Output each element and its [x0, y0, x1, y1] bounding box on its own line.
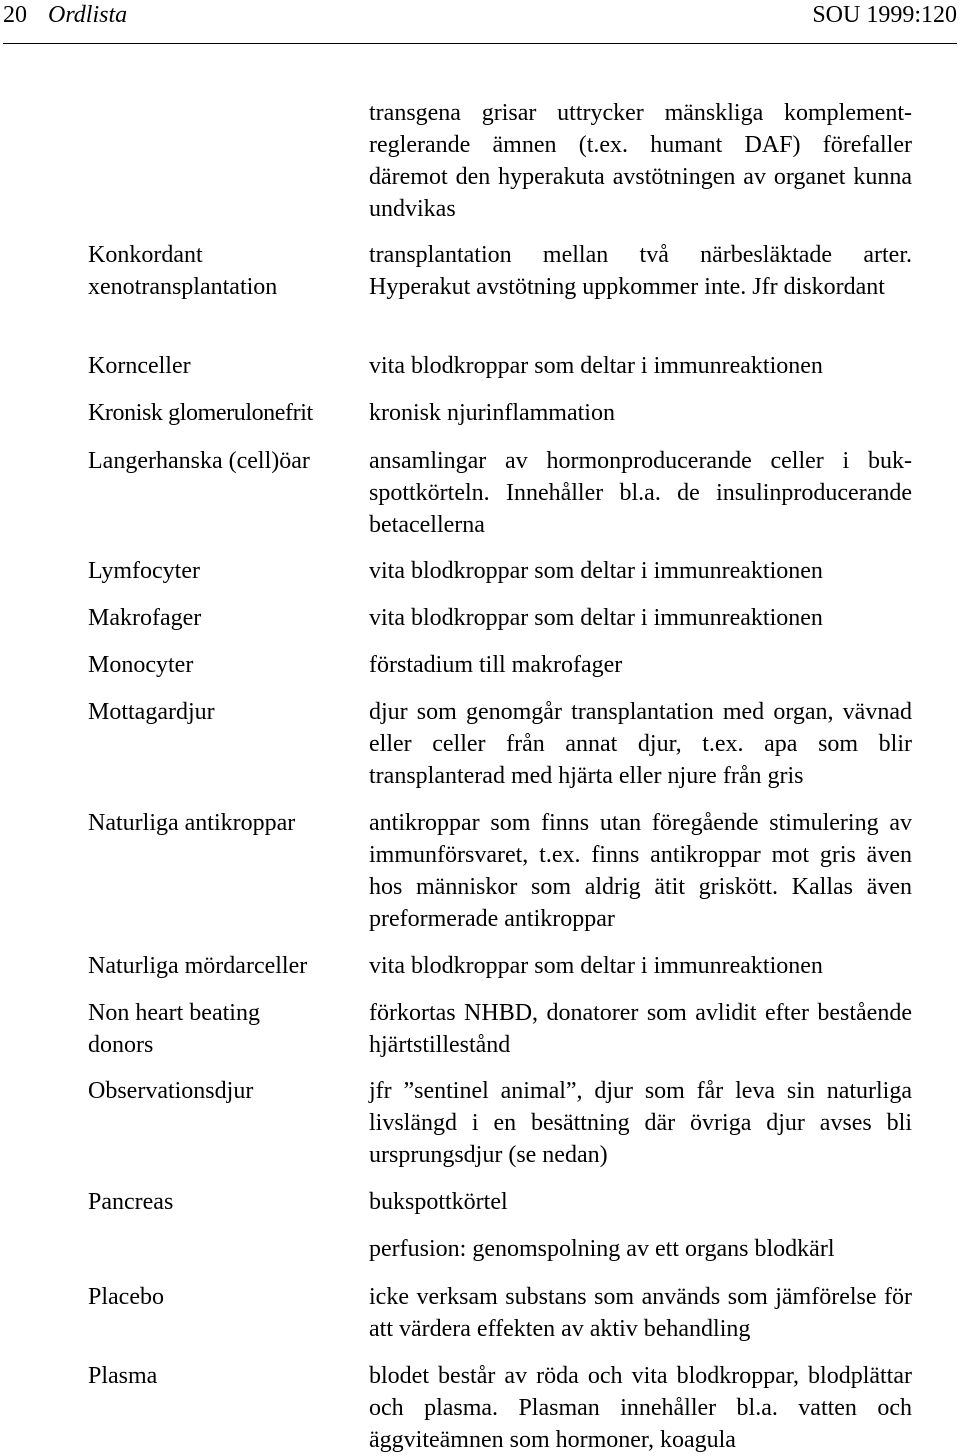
glossary-term: Kronisk glomerulonefrit [88, 400, 313, 426]
glossary-definition: förkortas NHBD, donatorer som avlidit efter bestående hjärtstillestånd [369, 1000, 912, 1058]
glossary-term: Lymfocyter [88, 558, 200, 584]
glossary-term: Plasma [88, 1363, 158, 1389]
glossary-definition: antikroppar som finns utan föregående stimulering av immunförsvaret, t.ex. finns antikroppar mot gris även hos människor som aldrig ätit griskött. Kallas även preformerade antikroppar [369, 810, 912, 932]
glossary-term: Langerhanska (cell)öar [88, 448, 310, 474]
glossary-definition: vita blodkroppar som deltar i immunreaktionen [369, 353, 823, 379]
glossary-term: Mottagardjur [88, 699, 215, 725]
glossary-definition: ansamlingar av hormonproducerande celler i bukspottkörteln. Innehåller bl.a. de insulinproducerande betacellerna [369, 448, 912, 538]
header-rule [3, 43, 957, 44]
glossary-definition: vita blodkroppar som deltar i immunreaktionen [369, 558, 823, 584]
glossary-definition: transplantation mellan två närbesläktade arter. Hyperakut avstötning uppkommer inte. Jfr diskordant [369, 242, 912, 300]
glossary-term: Placebo [88, 1284, 164, 1310]
glossary-term: Non heart beating donors [88, 1000, 260, 1058]
glossary-definition: jfr ”sentinel animal”, djur som får leva sin naturliga livslängd i en besättning där övriga djur avses bli ursprungsdjur (se nedan) [369, 1078, 912, 1168]
glossary-term: Kornceller [88, 353, 191, 379]
glossary-definition: förstadium till makrofager [369, 652, 623, 678]
page-header [3, 0, 957, 32]
section-title: Ordlista [48, 2, 128, 28]
continuation-definition: transgena grisar uttrycker mänskliga komplementreglerande ämnen (t.ex. humant DAF) förefaller däremot den hyperakuta avstötningen av organet kunna undvikas [369, 100, 912, 222]
glossary-definition: djur som genomgår transplantation med organ, vävnad eller celler från annat djur, t.ex. apa som blir transplanterad med hjärta eller njure från gris [369, 699, 912, 789]
glossary-definition: perfusion: genomspolning av ett organs blodkärl [369, 1236, 835, 1262]
glossary-definition: kronisk njurinflammation [369, 400, 615, 426]
glossary-term: Naturliga antikroppar [88, 810, 296, 836]
page-number: 20 [3, 2, 27, 28]
glossary-term: Naturliga mördarceller [88, 953, 308, 979]
glossary-definition: bukspottkörtel [369, 1189, 508, 1215]
glossary-term: Monocyter [88, 652, 194, 678]
glossary-definition: vita blodkroppar som deltar i immunreaktionen [369, 953, 823, 979]
glossary-definition: blodet består av röda och vita blodkroppar, blodplättar och plasma. Plasman innehåller bl.a. vatten och äggviteämnen som hormoner, koagula [369, 1363, 912, 1453]
glossary-term: Observationsdjur [88, 1078, 254, 1104]
glossary-term: Konkordant xenotransplantation [88, 242, 278, 300]
glossary-definition: icke verksam substans som används som jämförelse för att värdera effekten av aktiv behandling [369, 1284, 912, 1342]
glossary-term: Makrofager [88, 605, 202, 631]
glossary-definition: vita blodkroppar som deltar i immunreaktionen [369, 605, 823, 631]
document-series: SOU 1999:120 [812, 2, 957, 28]
glossary-term: Pancreas [88, 1189, 174, 1215]
